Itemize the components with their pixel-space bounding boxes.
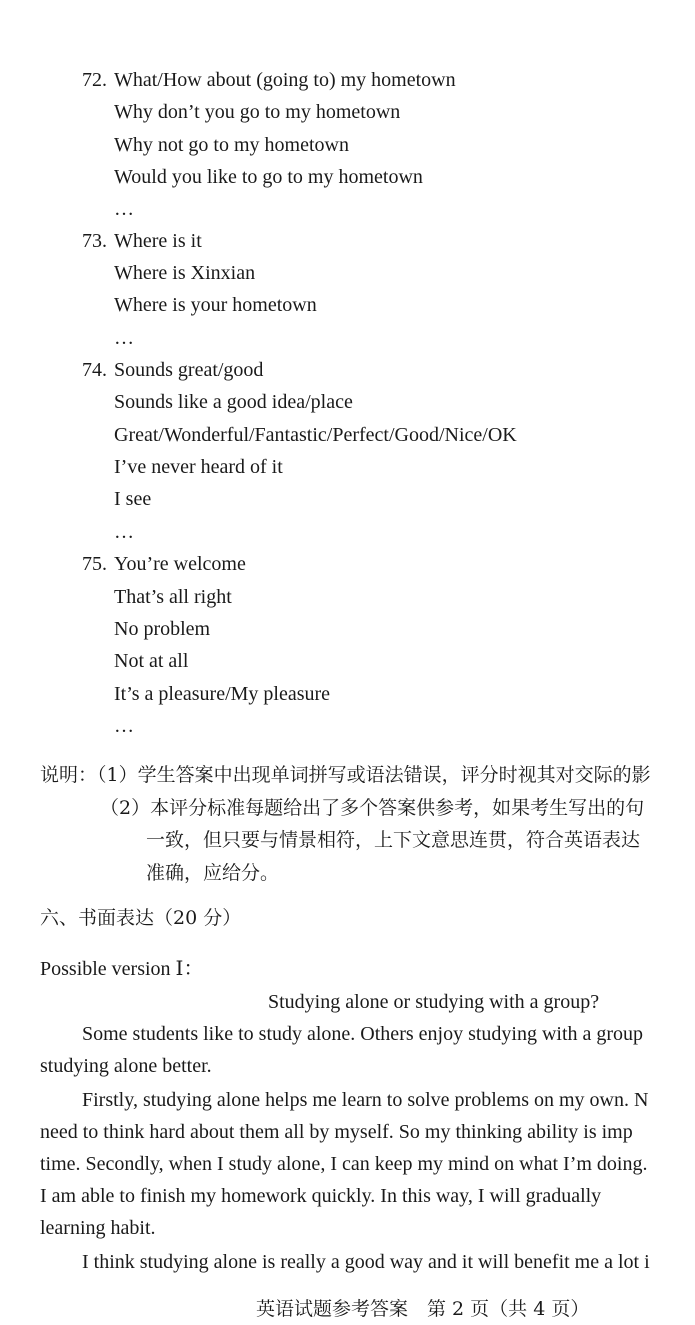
answer-72-option-3: Why not go to my hometown (114, 134, 349, 156)
note-2-end: 准确，应给分。 (146, 862, 280, 884)
answer-72-option-2: Why don’t you go to my hometown (114, 101, 401, 123)
answer-72-option-1: What/How about (going to) my hometown (114, 69, 456, 91)
essay-para-1-line-2: studying alone better. (40, 1055, 212, 1077)
answer-72-number: 72. (82, 69, 107, 91)
essay-para-3-line-1: I think studying alone is really a good way and it will benefit me a lot i (82, 1251, 650, 1273)
note-2: （2）本评分标准每题给出了多个答案供参考，如果考生写出的句 (100, 797, 645, 819)
section-title: 六、书面表达（20 分） (40, 907, 242, 929)
answer-75-number: 75. (82, 553, 107, 575)
answer-74-option-1: Sounds great/good (114, 359, 264, 381)
version-label: Possible version Ⅰ： (40, 958, 204, 980)
answer-74-ellipsis: … (114, 521, 134, 543)
answer-73-option-3: Where is your hometown (114, 294, 317, 316)
answer-74-option-5: I see (114, 488, 152, 510)
answer-74-option-2: Sounds like a good idea/place (114, 391, 353, 413)
answer-72-ellipsis: … (114, 198, 134, 220)
answer-74-option-4: I’ve never heard of it (114, 456, 283, 478)
essay-para-2-line-5: learning habit. (40, 1217, 156, 1239)
answer-75-option-2: That’s all right (114, 586, 232, 608)
answer-75-option-3: No problem (114, 618, 211, 640)
answer-75-option-1: You’re welcome (114, 553, 246, 575)
answer-74-number: 74. (82, 359, 107, 381)
answer-73-ellipsis: … (114, 327, 134, 349)
answer-75-option-5: It’s a pleasure/My pleasure (114, 683, 331, 705)
answer-74-option-3: Great/Wonderful/Fantastic/Perfect/Good/Nice/OK (114, 424, 517, 446)
note-2-continued: 一致，但只要与情景相符，上下文意思连贯，符合英语表达 (146, 829, 641, 851)
essay-title: Studying alone or studying with a group? (268, 991, 600, 1013)
essay-para-2-line-1: Firstly, studying alone helps me learn to solve problems on my own. N (82, 1089, 649, 1111)
answer-75-option-4: Not at all (114, 650, 189, 672)
essay-para-1-line-1: Some students like to study alone. Others enjoy studying with a group (82, 1023, 644, 1045)
answer-73-number: 73. (82, 230, 107, 252)
page-footer: 英语试题参考答案 第 2 页（共 4 页） (256, 1298, 590, 1320)
essay-para-2-line-4: I am able to finish my homework quickly. In this way, I will gradually (40, 1185, 602, 1207)
essay-para-2-line-2: need to think hard about them all by myself. So my thinking ability is imp (40, 1121, 633, 1143)
essay-para-2-line-3: time. Secondly, when I study alone, I can keep my mind on what I’m doing. (40, 1153, 648, 1175)
answer-73-option-2: Where is Xinxian (114, 262, 256, 284)
answer-72-option-4: Would you like to go to my hometown (114, 166, 423, 188)
note-1: 说明：（1）学生答案中出现单词拼写或语法错误，评分时视其对交际的影 (40, 764, 651, 786)
answer-73-option-1: Where is it (114, 230, 202, 252)
answer-75-ellipsis: … (114, 715, 134, 737)
